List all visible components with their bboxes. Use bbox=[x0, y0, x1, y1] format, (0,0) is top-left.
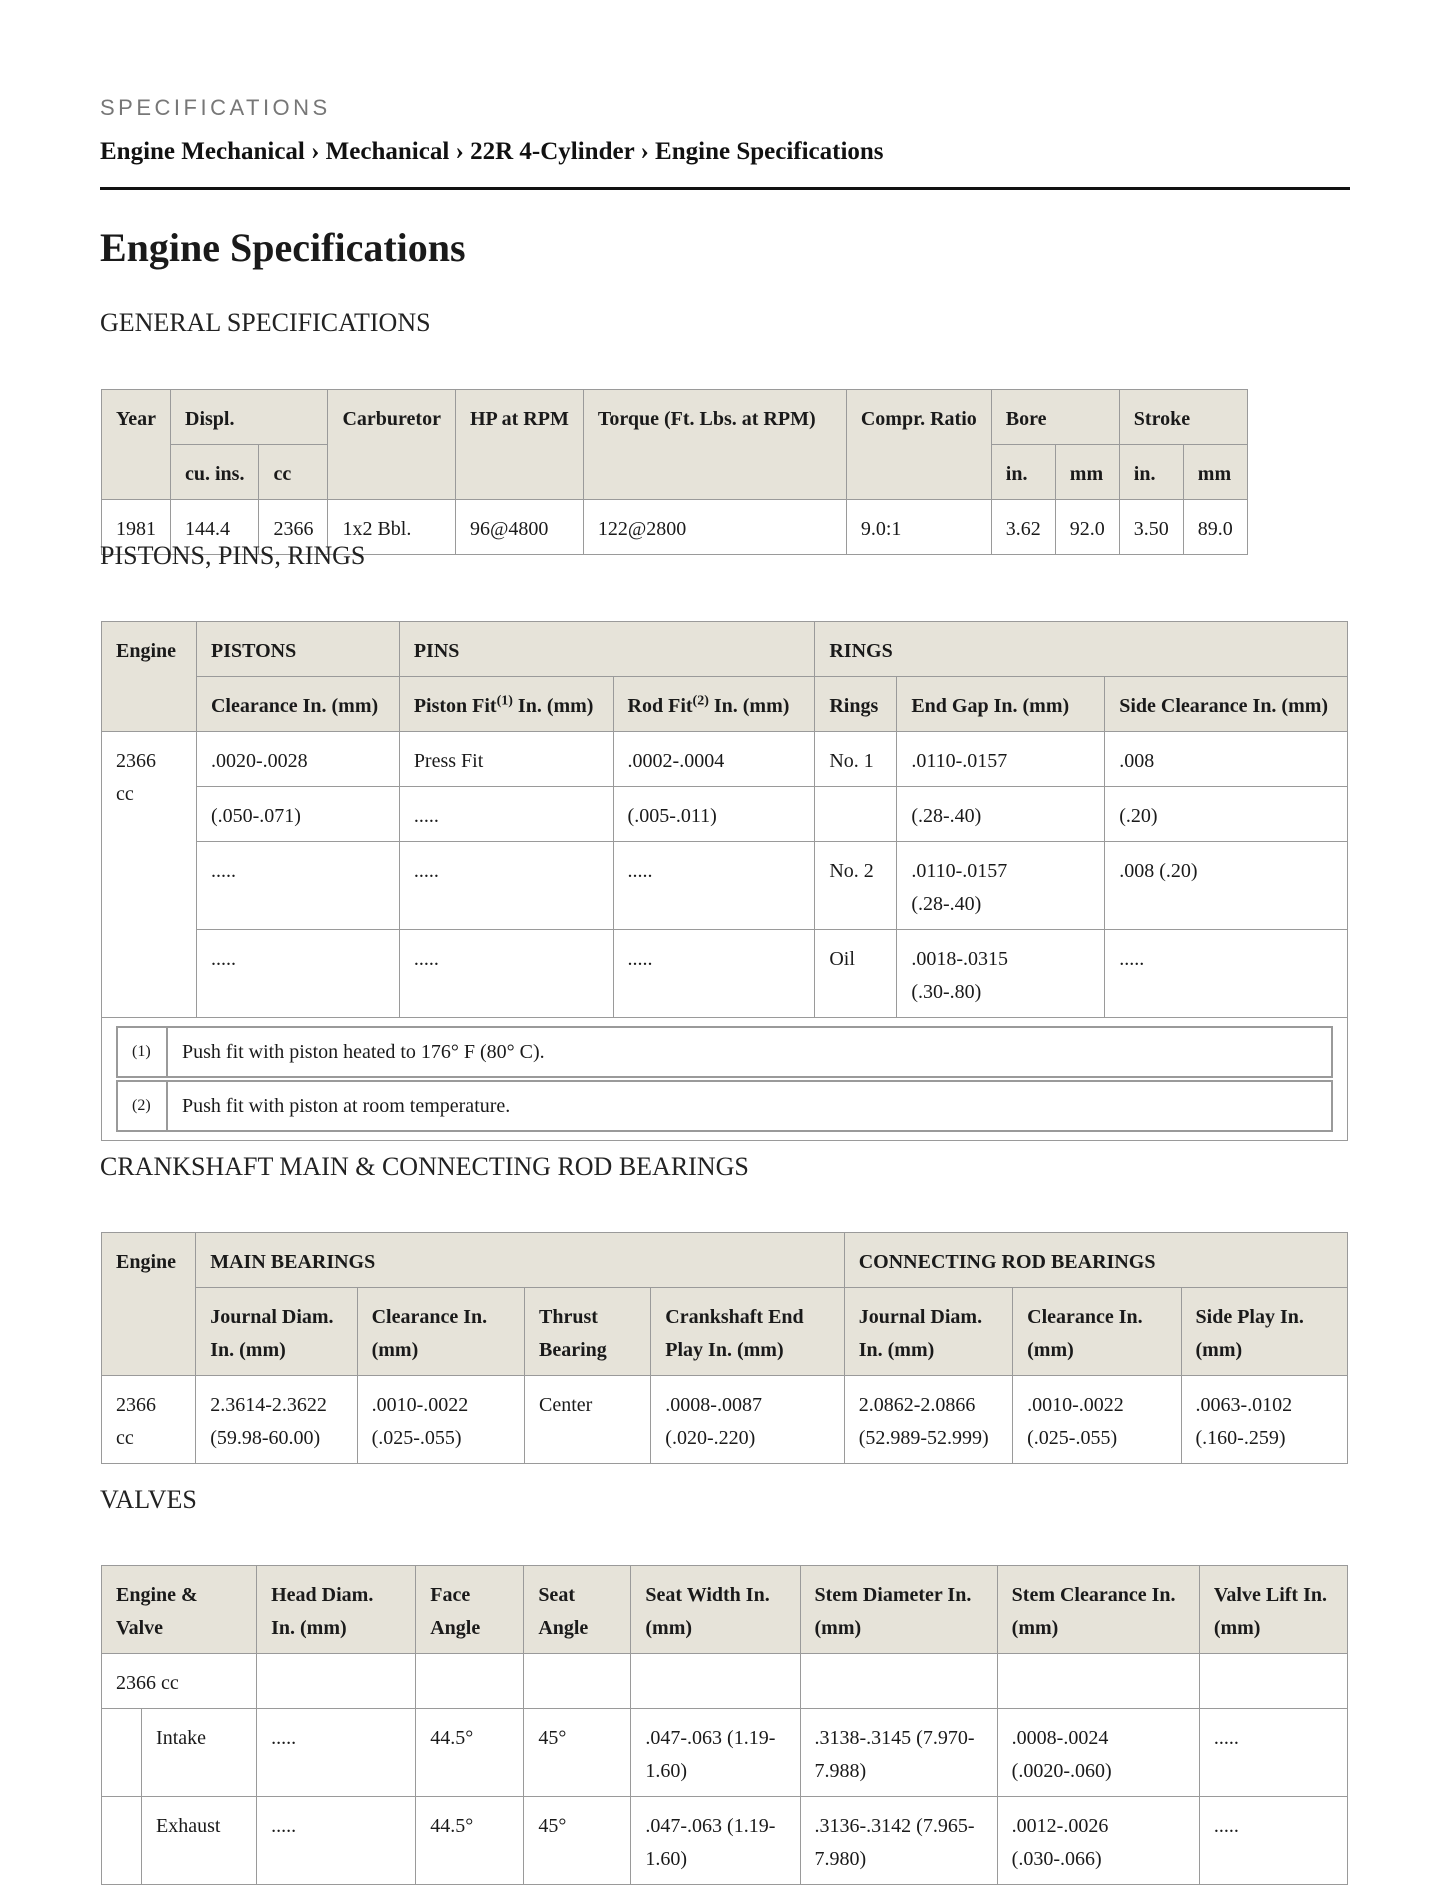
table-cell: .0008-.0087 (.020-.220) bbox=[651, 1376, 844, 1464]
footnotes-row bbox=[102, 1018, 1348, 1141]
col-end-gap: End Gap In. (mm) bbox=[897, 677, 1105, 732]
table-cell: ..... bbox=[1105, 930, 1348, 1018]
col-head-diam: Head Diam. In. (mm) bbox=[257, 1566, 416, 1654]
table-cell: .0063-.0102 (.160-.259) bbox=[1181, 1376, 1347, 1464]
table-cell: .0008-.0024 (.0020-.060) bbox=[997, 1709, 1199, 1797]
col-pins: PINS bbox=[399, 622, 815, 677]
col-engine: Engine bbox=[102, 1233, 196, 1376]
table-cell: ..... bbox=[196, 842, 399, 930]
indent-cell bbox=[102, 1709, 142, 1797]
table-cell: ..... bbox=[196, 930, 399, 1018]
crankshaft-heading: CRANKSHAFT MAIN & CONNECTING ROD BEARINGS bbox=[100, 1152, 749, 1181]
col-stroke: Stroke bbox=[1119, 390, 1247, 445]
table-cell: ..... bbox=[1199, 1709, 1347, 1797]
table-cell: (.20) bbox=[1105, 787, 1348, 842]
table-cell bbox=[524, 1654, 631, 1709]
table-cell: Intake bbox=[142, 1709, 257, 1797]
table-cell: 89.0 bbox=[1183, 500, 1247, 555]
col-rings: RINGS bbox=[815, 622, 1348, 677]
table-row bbox=[102, 1654, 1348, 1709]
col-year: Year bbox=[102, 390, 171, 500]
table-cell: 96@4800 bbox=[455, 500, 583, 555]
table-cell: 45° bbox=[524, 1709, 631, 1797]
crankshaft-table bbox=[101, 1232, 1348, 1464]
col-seat-width: Seat Width In. (mm) bbox=[631, 1566, 800, 1654]
table-cell bbox=[631, 1654, 800, 1709]
table-cell: .0110-.0157 (.28-.40) bbox=[897, 842, 1105, 930]
table-cell: 44.5° bbox=[416, 1709, 524, 1797]
indent-cell bbox=[102, 1797, 142, 1885]
col-piston-fit: Piston Fit$^{(1)}$ In. (mm) bbox=[399, 677, 613, 732]
table-cell: 1981 bbox=[102, 500, 171, 555]
pistons-table bbox=[101, 621, 1348, 1141]
col-cc: cc bbox=[259, 445, 328, 500]
engine-cell: 2366 cc bbox=[102, 732, 197, 1018]
valves-table bbox=[101, 1565, 1348, 1885]
col-cu-ins: cu. ins. bbox=[171, 445, 259, 500]
table-cell: .0002-.0004 bbox=[613, 732, 815, 787]
col-compr: Compr. Ratio bbox=[846, 390, 991, 500]
table-cell bbox=[815, 787, 897, 842]
table-cell: 3.50 bbox=[1119, 500, 1183, 555]
table-cell: (.050-.071) bbox=[196, 787, 399, 842]
header-divider bbox=[100, 187, 1350, 190]
pistons-heading: PISTONS, PINS, RINGS bbox=[100, 541, 366, 570]
col-bore-in: in. bbox=[991, 445, 1055, 500]
breadcrumb: Engine Mechanical › Mechanical › 22R 4-Cylinder › Engine Specifications bbox=[100, 138, 884, 165]
table-cell: 45° bbox=[524, 1797, 631, 1885]
footnote-text: Push fit with piston heated to 176° F (80° C). bbox=[167, 1027, 1332, 1077]
table-cell: 2.0862-2.0866 (52.989-52.999) bbox=[844, 1376, 1012, 1464]
table-cell: Exhaust bbox=[142, 1797, 257, 1885]
col-rod-fit: Rod Fit$^{(2)}$ In. (mm) bbox=[613, 677, 815, 732]
footnote-text: Push fit with piston at room temperature. bbox=[167, 1081, 1332, 1131]
col-rings-name: Rings bbox=[815, 677, 897, 732]
table-cell: Oil bbox=[815, 930, 897, 1018]
table-cell: ..... bbox=[399, 787, 613, 842]
col-bore: Bore bbox=[991, 390, 1119, 445]
footnote bbox=[117, 1027, 1332, 1077]
table-cell: .008 bbox=[1105, 732, 1348, 787]
col-stroke-in: in. bbox=[1119, 445, 1183, 500]
table-cell: .0010-.0022 (.025-.055) bbox=[357, 1376, 524, 1464]
table-row bbox=[102, 787, 1348, 842]
table-cell: .047-.063 (1.19-1.60) bbox=[631, 1797, 800, 1885]
table-cell: 2366 bbox=[259, 500, 328, 555]
col-carburetor: Carburetor bbox=[328, 390, 456, 500]
table-cell: ..... bbox=[1199, 1797, 1347, 1885]
table-cell: 1x2 Bbl. bbox=[328, 500, 456, 555]
col-face-angle: Face Angle bbox=[416, 1566, 524, 1654]
table-cell bbox=[800, 1654, 997, 1709]
page-title: Engine Specifications bbox=[100, 225, 466, 270]
table-cell: ..... bbox=[613, 842, 815, 930]
table-cell: ..... bbox=[613, 930, 815, 1018]
footnotes bbox=[102, 1018, 1348, 1141]
col-rod-bearings: CONNECTING ROD BEARINGS bbox=[844, 1233, 1347, 1288]
table-cell: (.005-.011) bbox=[613, 787, 815, 842]
engine-cell: 2366 cc bbox=[102, 1654, 257, 1709]
table-cell: 3.62 bbox=[991, 500, 1055, 555]
col-valve-lift: Valve Lift In. (mm) bbox=[1199, 1566, 1347, 1654]
table-cell: 9.0:1 bbox=[846, 500, 991, 555]
table-row bbox=[102, 842, 1348, 930]
table-cell: Center bbox=[524, 1376, 650, 1464]
col-bore-mm: mm bbox=[1055, 445, 1119, 500]
table-cell: No. 1 bbox=[815, 732, 897, 787]
col-torque: Torque (Ft. Lbs. at RPM) bbox=[583, 390, 846, 500]
col-end-play: Crankshaft End Play In. (mm) bbox=[651, 1288, 844, 1376]
footnote-mark: (1) bbox=[117, 1027, 167, 1077]
col-rod-journal: Journal Diam. In. (mm) bbox=[844, 1288, 1012, 1376]
table-cell: .0010-.0022 (.025-.055) bbox=[1013, 1376, 1181, 1464]
table-row bbox=[102, 930, 1348, 1018]
table-cell bbox=[997, 1654, 1199, 1709]
general-specs-heading: GENERAL SPECIFICATIONS bbox=[100, 308, 431, 337]
table-cell bbox=[416, 1654, 524, 1709]
table-cell: 122@2800 bbox=[583, 500, 846, 555]
table-cell: .3138-.3145 (7.970-7.988) bbox=[800, 1709, 997, 1797]
col-hp: HP at RPM bbox=[455, 390, 583, 500]
table-cell: .047-.063 (1.19-1.60) bbox=[631, 1709, 800, 1797]
section-kicker: SPECIFICATIONS bbox=[100, 95, 331, 120]
col-pistons: PISTONS bbox=[196, 622, 399, 677]
col-stroke-mm: mm bbox=[1183, 445, 1247, 500]
table-cell bbox=[257, 1654, 416, 1709]
table-cell: Press Fit bbox=[399, 732, 613, 787]
col-journal: Journal Diam. In. (mm) bbox=[196, 1288, 357, 1376]
col-clearance: Clearance In. (mm) bbox=[196, 677, 399, 732]
table-cell: .0020-.0028 bbox=[196, 732, 399, 787]
col-engine: Engine bbox=[102, 622, 197, 732]
table-cell: 92.0 bbox=[1055, 500, 1119, 555]
table-row bbox=[102, 732, 1348, 787]
table-cell: ..... bbox=[257, 1709, 416, 1797]
table-cell: .0012-.0026 (.030-.066) bbox=[997, 1797, 1199, 1885]
col-thrust: Thrust Bearing bbox=[524, 1288, 650, 1376]
col-rod-clearance: Clearance In. (mm) bbox=[1013, 1288, 1181, 1376]
col-side-play: Side Play In. (mm) bbox=[1181, 1288, 1347, 1376]
col-seat-angle: Seat Angle bbox=[524, 1566, 631, 1654]
table-cell: .008 (.20) bbox=[1105, 842, 1348, 930]
col-side-clearance: Side Clearance In. (mm) bbox=[1105, 677, 1348, 732]
col-displ: Displ. bbox=[171, 390, 328, 445]
valves-heading: VALVES bbox=[100, 1485, 197, 1514]
table-cell: 2.3614-2.3622 (59.98-60.00) bbox=[196, 1376, 357, 1464]
table-row bbox=[102, 1797, 1348, 1885]
table-row bbox=[102, 1376, 1348, 1464]
col-stem-clearance: Stem Clearance In. (mm) bbox=[997, 1566, 1199, 1654]
footnote-mark: (2) bbox=[117, 1081, 167, 1131]
general-specs-table bbox=[101, 389, 1248, 555]
footnote bbox=[117, 1081, 1332, 1131]
table-row bbox=[102, 1709, 1348, 1797]
col-clearance: Clearance In. (mm) bbox=[357, 1288, 524, 1376]
table-cell bbox=[1199, 1654, 1347, 1709]
col-engine-valve: Engine & Valve bbox=[102, 1566, 257, 1654]
table-cell: .3136-.3142 (7.965-7.980) bbox=[800, 1797, 997, 1885]
table-cell: ..... bbox=[399, 842, 613, 930]
col-main-bearings: MAIN BEARINGS bbox=[196, 1233, 845, 1288]
table-cell: (.28-.40) bbox=[897, 787, 1105, 842]
footnote-list bbox=[116, 1026, 1333, 1132]
table-cell: .0018-.0315 (.30-.80) bbox=[897, 930, 1105, 1018]
table-cell: 144.4 bbox=[171, 500, 259, 555]
table-cell: No. 2 bbox=[815, 842, 897, 930]
table-cell: ..... bbox=[399, 930, 613, 1018]
table-cell: 2366 cc bbox=[102, 1376, 196, 1464]
table-cell: .0110-.0157 bbox=[897, 732, 1105, 787]
table-cell: 44.5° bbox=[416, 1797, 524, 1885]
table-cell: ..... bbox=[257, 1797, 416, 1885]
col-stem-diameter: Stem Diameter In. (mm) bbox=[800, 1566, 997, 1654]
